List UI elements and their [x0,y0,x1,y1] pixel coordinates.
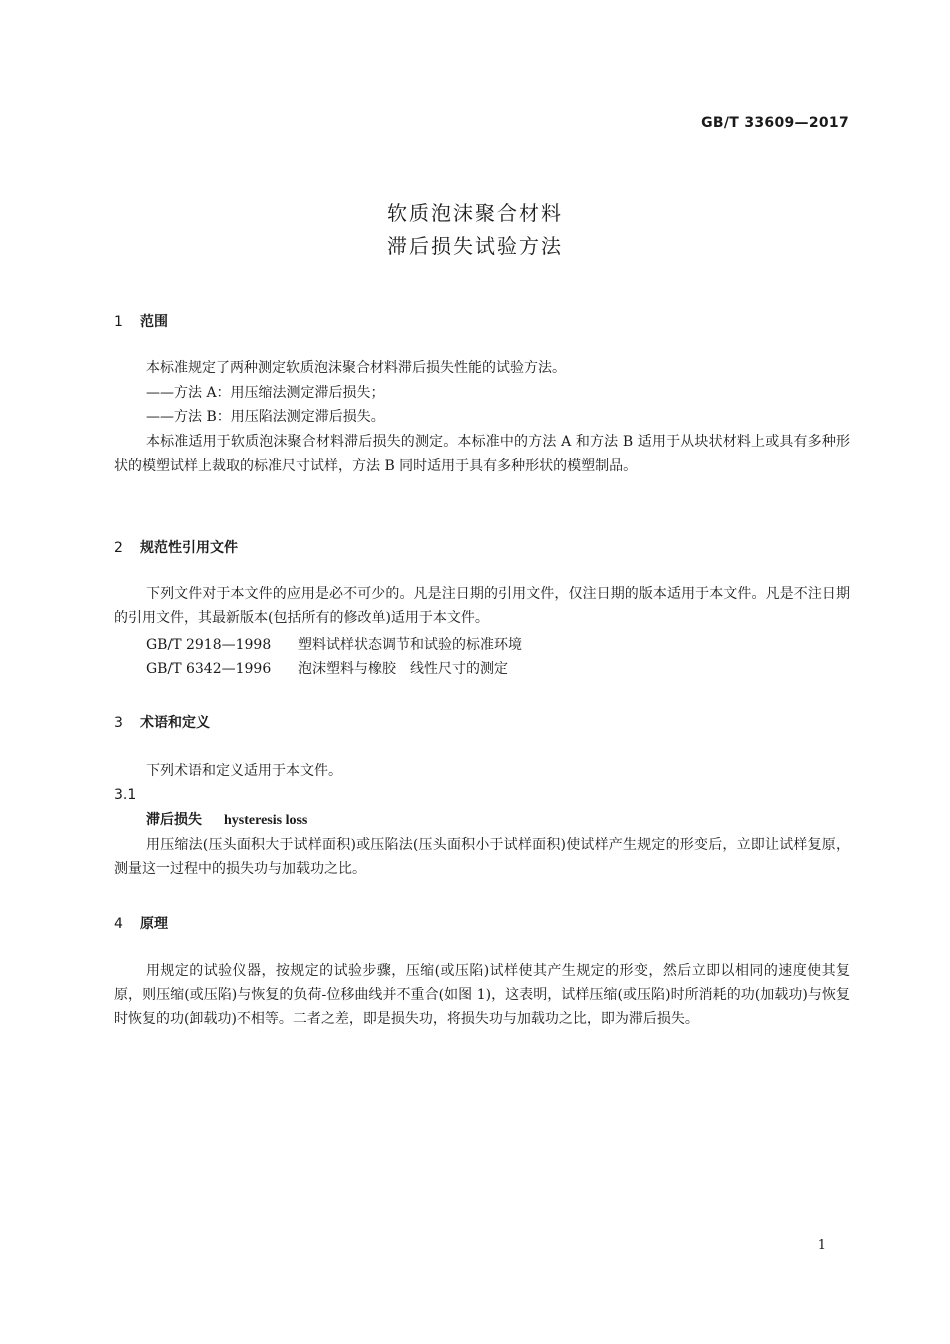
reference-code: GB/T 2918—1998 [146,637,272,653]
section-1-heading [114,311,168,331]
section-title: 规范性引用文件 [140,540,238,556]
reference-item [146,662,508,676]
document-title-line1: 软质泡沫聚合材料 [387,201,563,225]
principle-paragraph: 用规定的试验仪器，按规定的试验步骤，压缩(或压陷)试样使其产生规定的形变，然后立即以相同的速度使其复原，则压缩(或压陷)与恢复的负荷-位移曲线并不重合(如图 1)，这表明，试样压缩(或压陷)时所消耗的功(加载功)与恢复时恢复的功(卸载功)不相等。二者之差，即是损失功，将损失功与加载功之比，即为滞后损失。 [114,963,850,1027]
reference-title: 塑料试样状态调节和试验的标准环境 [298,637,522,653]
section-4-heading [114,913,168,933]
section-title: 原理 [140,916,168,932]
standard-code: GB/T 33609—2017 [701,115,849,131]
section-number: 2 [114,540,123,556]
scope-paragraph-2: 本标准适用于软质泡沫聚合材料滞后损失的测定。本标准中的方法 A 和方法 B 适用于从块状材料上或具有多种形状的模塑试样上裁取的标准尺寸试样，方法 B 同时适用于具有多种形状的模塑制品。 [114,434,850,474]
page-number: 1 [817,1238,826,1253]
terms-intro-paragraph: 下列术语和定义适用于本文件。 [146,763,342,779]
term-entry [146,813,307,828]
term-number: 3.1 [114,787,137,803]
normative-references-paragraph: 下列文件对于本文件的应用是必不可少的。凡是注日期的引用文件，仅注日期的版本适用于本文件。凡是不注日期的引用文件，其最新版本(包括所有的修改单)适用于本文件。 [114,586,850,626]
scope-method-a: ——方法 A：用压缩法测定滞后损失； [146,385,385,401]
section-number: 4 [114,916,123,932]
scope-method-b: ——方法 B：用压陷法测定滞后损失。 [146,409,385,425]
section-2-heading [114,537,238,557]
section-number: 1 [114,314,123,330]
reference-code: GB/T 6342—1996 [146,661,272,677]
document-title-line2: 滞后损失试验方法 [387,234,563,258]
term-chinese: 滞后损失 [146,812,202,828]
section-title: 范围 [140,314,168,330]
section-title: 术语和定义 [140,715,210,731]
term-english: hysteresis loss [224,813,308,828]
reference-item [146,638,522,652]
scope-paragraph-1: 本标准规定了两种测定软质泡沫聚合材料滞后损失性能的试验方法。 [146,360,566,376]
section-number: 3 [114,715,123,731]
section-3-heading [114,712,210,732]
reference-title: 泡沫塑料与橡胶 线性尺寸的测定 [298,661,508,677]
term-definition: 用压缩法(压头面积大于试样面积)或压陷法(压头面积小于试样面积)使试样产生规定的形变后，立即让试样复原，测量这一过程中的损失功与加载功之比。 [114,837,850,877]
